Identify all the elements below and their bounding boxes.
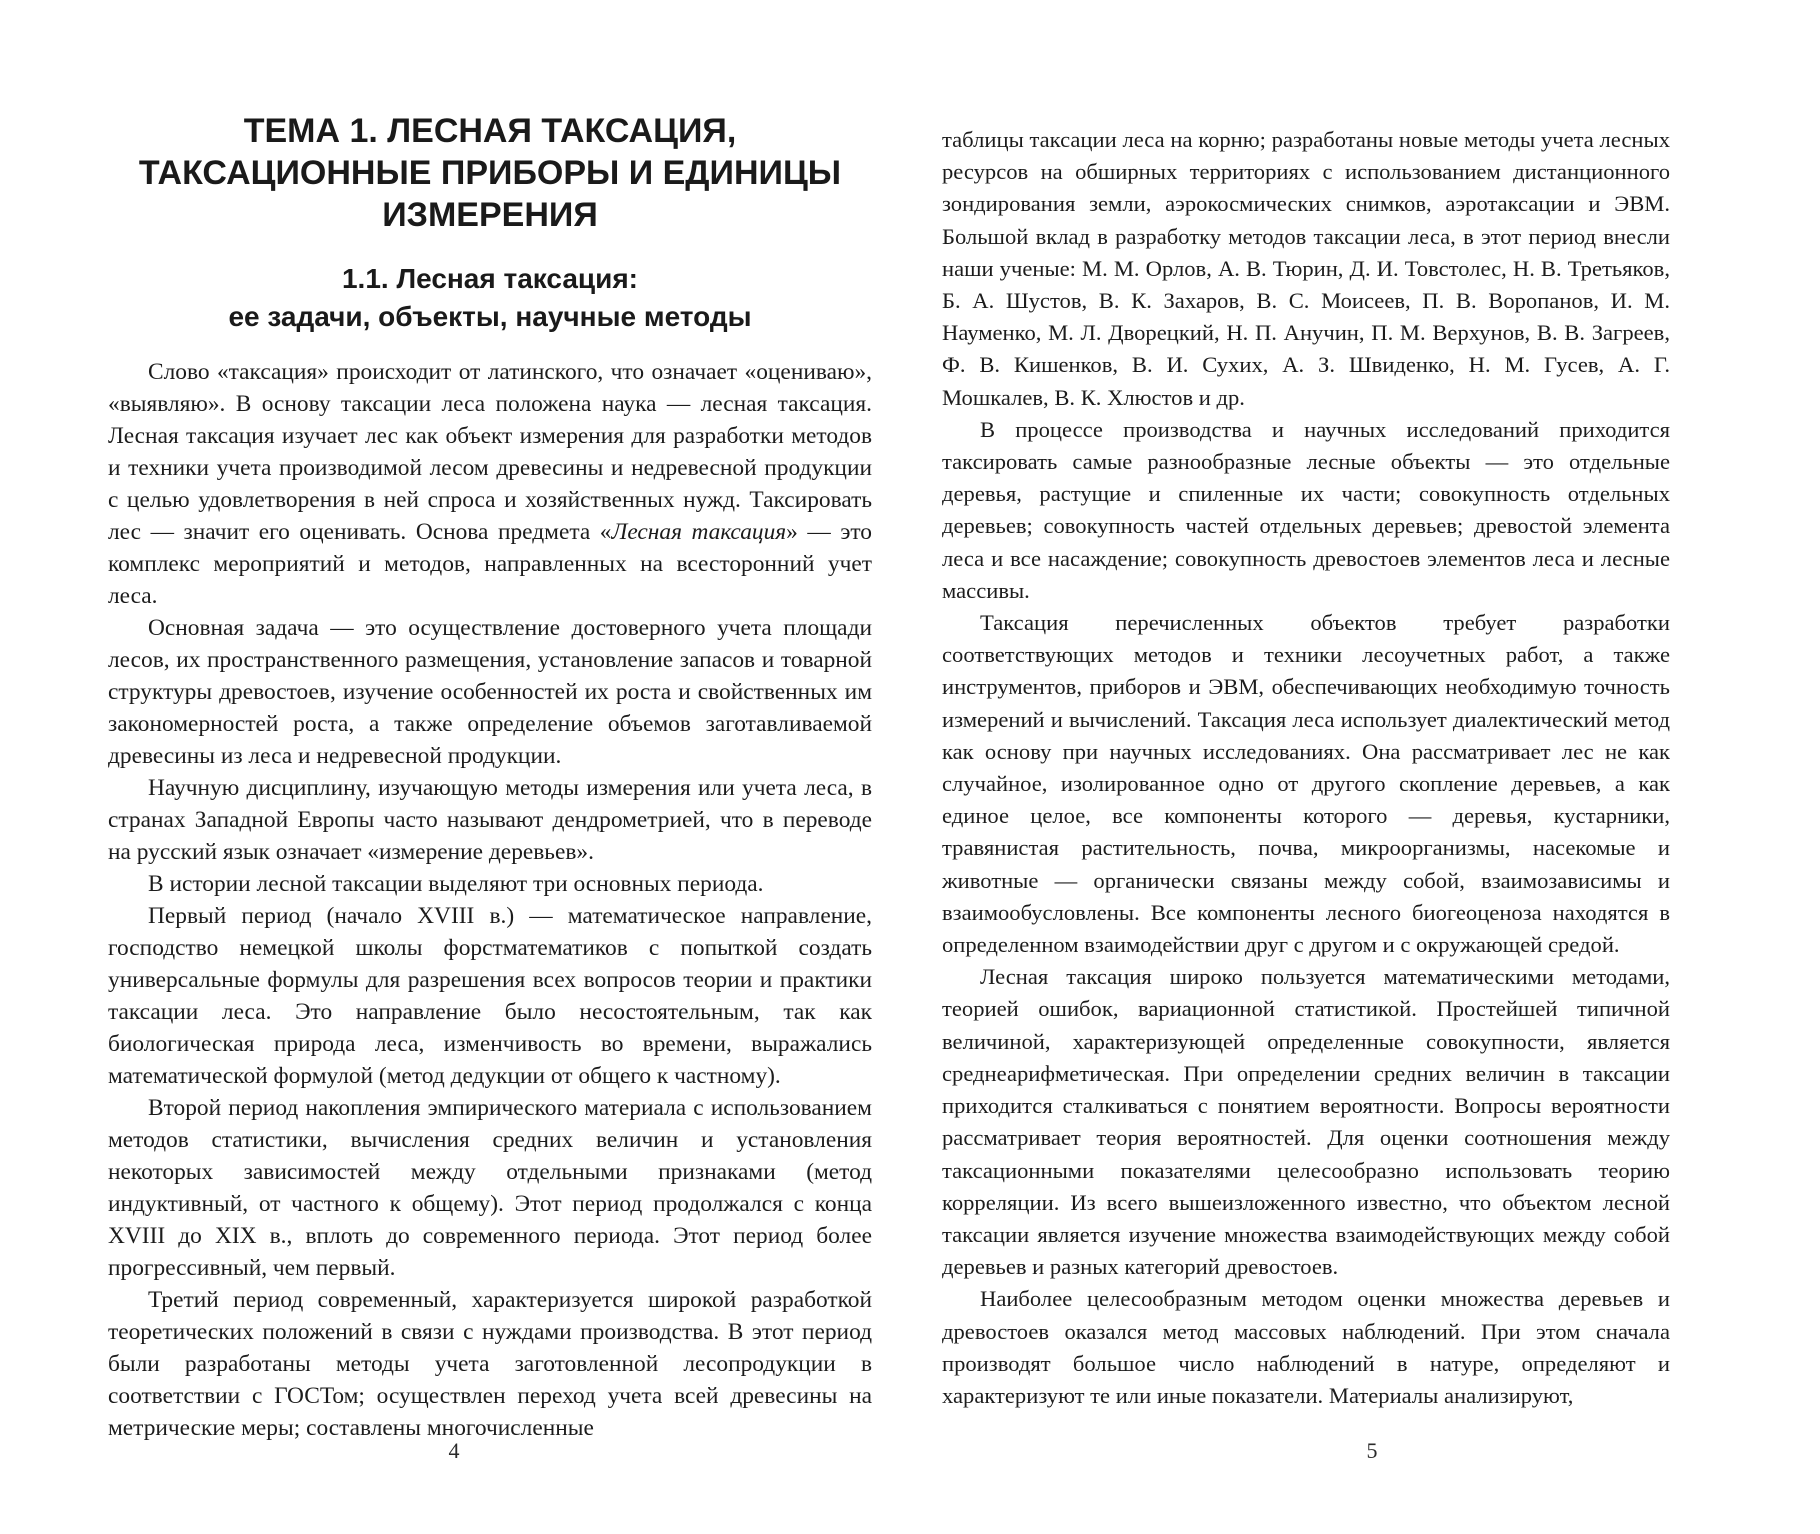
paragraph: Наиболее целесообразным методом оценки множества деревьев и древостоев оказался метод массовых наблюдений. При этом сначала производят большое число наблюдений в натуре, определяют и характеризуют те или иные показатели. Материалы анализируют,	[942, 1286, 1670, 1408]
paragraph: В истории лесной таксации выделяют три основных периода.	[148, 871, 764, 897]
right-page	[910, 0, 1820, 1534]
paragraph	[108, 356, 872, 612]
paragraph: Второй период накопления эмпирического материала с использованием методов статистики, вычисления средних величин и установления некоторых зависимостей между отдельными признаками (метод индуктивный, от частного к общему). Этот период продолжался с конца XVIII до XIX в., вплоть до современного периода. Этот период более прогрессивный, чем первый.	[108, 1095, 872, 1281]
paragraph: В процессе производства и научных исследований приходится таксировать самые разнообразные лесные объекты — это отдельные деревья, растущие и спиленные их части; совокупность отдельных деревьев; совокупность частей отдельных деревьев; древостой элемента леса и все насаждение; совокупность древостоев элементов леса и лесные массивы.	[942, 416, 1670, 603]
paragraph-text: Слово «таксация» происходит от латинского, что означает «оцениваю», «выявляю». В основу таксации леса положена наука — лесная таксация. Лесная таксация изучает лес как объект измерения для разработки методов и техники учета производимой лесом древесины и недревесной продукции с целью удовлетворения в ней спроса и хозяйственных нужд. Таксировать лес — значит его оценивать. Основа предмета «	[108, 359, 872, 545]
left-page-text	[108, 110, 872, 1444]
paragraph: Научную дисциплину, изучающую методы измерения или учета леса, в странах Западной Европы часто называют дендрометрией, что в переводе на русский язык означает «измерение деревьев».	[108, 775, 872, 865]
section-title-line-2: ее задачи, объекты, научные методы	[228, 301, 752, 332]
page-number: 5	[1366, 1438, 1378, 1463]
paragraph-text: » — это комплекс мероприятий и методов, направленных на всесторонний учет леса.	[108, 519, 873, 609]
chapter-title: ТЕМА 1. ЛЕСНАЯ ТАКСАЦИЯ, ТАКСАЦИОННЫЕ ПРИБОРЫ И ЕДИНИЦЫ ИЗМЕРЕНИЯ	[138, 112, 842, 234]
section-title	[108, 260, 872, 336]
emphasized-text: Лесная таксация	[611, 519, 787, 545]
page-number: 4	[448, 1438, 460, 1463]
right-page-text	[942, 124, 1670, 1412]
section-title-line-1: 1.1. Лесная таксация:	[341, 263, 638, 294]
paragraph: таблицы таксации леса на корню; разработаны новые методы учета лесных ресурсов на обширных территориях с использованием дистанционного зондирования земли, аэрокосмических снимков, аэротаксации и ЭВМ. Большой вклад в разработку методов таксации леса, в этот период внесли наши ученые: М. М. Орлов, А. В. Тюрин, Д. И. Товстолес, Н. В. Третьяков, Б. А. Шустов, В. К. Захаров, В. С. Моисеев, П. В. Воропанов, И. М. Науменко, М. Л. Дворецкий, Н. П. Анучин, П. М. Верхунов, В. В. Загреев, Ф. В. Кишенков, В. И. Сухих, А. З. Швиденко, Н. М. Гусев, А. Г. Мошкалев, В. К. Хлюстов и др.	[942, 127, 1670, 410]
paragraph: Лесная таксация широко пользуется математическими методами, теорией ошибок, вариационной статистикой. Простейшей типичной величиной, характеризующей определенные совокупности, является среднеарифметическая. При определении средних величин в таксации приходится сталкиваться с понятием вероятности. Вопросы вероятности рассматривает теория вероятностей. Для оценки соотношения между таксационными показателями целесообразно использовать теорию корреляции. Из всего вышеизложенного известно, что объектом лесной таксации является изучение множества взаимодействующих между собой деревьев и разных категорий древостоев.	[942, 964, 1670, 1280]
paragraph: Третий период современный, характеризуется широкой разработкой теоретических положений в связи с нуждами производства. В этот период были разработаны методы учета заготовленной лесопродукции в соответствии с ГОСТом; осуществлен переход учета всей древесины на метрические меры; составлены многочисленные	[108, 1287, 872, 1441]
paragraph: Основная задача — это осуществление достоверного учета площади лесов, их пространственного размещения, установление запасов и товарной структуры древостоев, изучение особенностей их роста и свойственных им закономерностей роста, а также определение объемов заготавливаемой древесины из леса и недревесной продукции.	[108, 615, 872, 769]
paragraph: Таксация перечисленных объектов требует разработки соответствующих методов и техники лесоучетных работ, а также инструментов, приборов и ЭВМ, обеспечивающих необходимую точность измерений и вычислений. Таксация леса использует диалектический метод как основу при научных исследованиях. Она рассматривает лес не как случайное, изолированное одно от другого скопление деревьев, а как единое целое, все компоненты которого — деревья, кустарники, травянистая растительность, почва, микроорганизмы, насекомые и животные — органически связаны между собой, взаимозависимы и взаимообусловлены. Все компоненты лесного биогеоценоза находятся в определенном взаимодействии друг с другом и с окружающей средой.	[942, 610, 1670, 958]
paragraph: Первый период (начало XVIII в.) — математическое направление, господство немецкой школы форстматематиков с попыткой создать универсальные формулы для разрешения всех вопросов теории и практики таксации леса. Это направление было несостоятельным, так как биологическая природа леса, изменчивость во времени, выражались математической формулой (метод дедукции от общего к частному).	[108, 903, 872, 1089]
